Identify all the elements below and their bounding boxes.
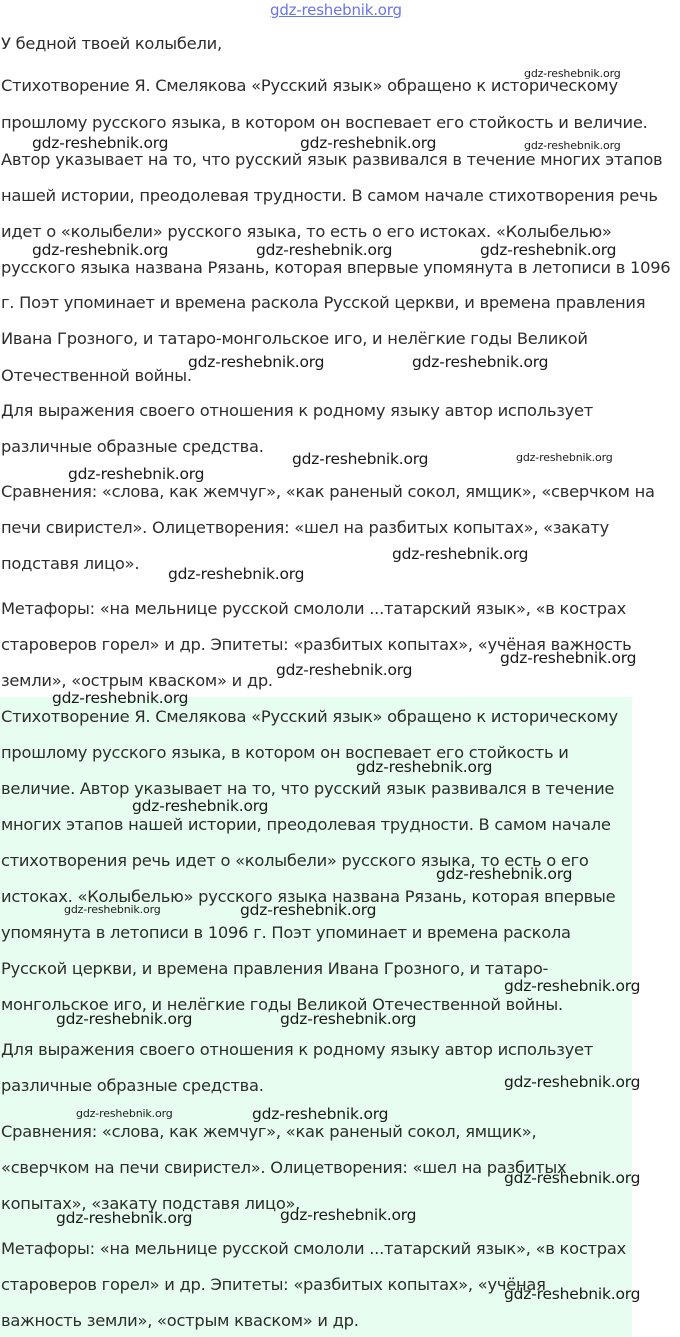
- section2-text-line: «сверчком на печи свиристел». Олицетворения: «шел на разбитых: [1, 1158, 567, 1177]
- site-watermark: gdz-reshebnik.org: [280, 1010, 417, 1028]
- site-watermark: gdz-reshebnik.org: [436, 865, 573, 883]
- section2-text-line: Русской церкви, и времена правления Ивана Грозного, и татаро-: [1, 959, 549, 978]
- section2-text-line: упомянута в летописи в 1096 г. Поэт упоминает и времена раскола: [1, 923, 571, 942]
- section2-text-line: Сравнения: «слова, как жемчуг», «как раненый сокол, ямщик»,: [1, 1122, 537, 1141]
- site-watermark: gdz-reshebnik.org: [256, 241, 393, 259]
- section1-text-line: Стихотворение Я. Смелякова «Русский язык» обращено к историческому: [1, 76, 618, 95]
- section1-text-line: нашей истории, преодолевая трудности. В самом начале стихотворения речь: [1, 186, 658, 205]
- section1-text-line: Метафоры: «на мельнице русской смололи ...татарский язык», «в кострах: [1, 599, 626, 618]
- section2-text-line: истоках. «Колыбелью» русского языка названа Рязань, которая впервые: [1, 887, 616, 906]
- section1-text-line: Ивана Грозного, и татаро-монгольское иго, и нелёгкие годы Великой: [1, 329, 588, 348]
- section1-text-line: подставя лицо».: [1, 554, 140, 573]
- section1-text-line: идет о «колыбели» русского языка, то есть о его истоках. «Колыбелью»: [1, 222, 612, 241]
- site-watermark: gdz-reshebnik.org: [252, 1105, 389, 1123]
- section2-text-line: Для выражения своего отношения к родному языку автор использует: [1, 1040, 594, 1059]
- site-watermark: gdz-reshebnik.org: [56, 1010, 193, 1028]
- site-watermark: gdz-reshebnik.org: [356, 758, 493, 776]
- section2-text-line: копытах», «закату подставя лицо».: [1, 1194, 301, 1213]
- site-watermark-header-link[interactable]: gdz-reshebnik.org: [270, 1, 402, 19]
- site-watermark: gdz-reshebnik.org: [292, 450, 429, 468]
- site-watermark: gdz-reshebnik.org: [68, 465, 205, 483]
- section2-text-line: величие. Автор указывает на то, что русский язык развивался в течение: [1, 779, 615, 798]
- site-watermark: gdz-reshebnik.org: [504, 1169, 641, 1187]
- section2-text-line: Метафоры: «на мельнице русской смололи ...татарский язык», «в кострах: [1, 1239, 626, 1258]
- site-watermark: gdz-reshebnik.org: [64, 903, 161, 916]
- section2-text-line: важность земли», «острым кваском» и др.: [1, 1311, 359, 1330]
- site-watermark: gdz-reshebnik.org: [500, 649, 637, 667]
- section1-text-line: прошлому русского языка, в котором он воспевает его стойкость и величие.: [1, 113, 648, 132]
- site-watermark: gdz-reshebnik.org: [504, 1285, 641, 1303]
- section1-text-line: староверов горел» и др. Эпитеты: «разбитых копытах», «учёная важность: [1, 635, 632, 654]
- section1-text-line: земли», «острым кваском» и др.: [1, 671, 273, 690]
- site-watermark: gdz-reshebnik.org: [56, 1209, 193, 1227]
- section2-text-line: стихотворения речь идет о «колыбели» русского языка, то есть о его: [1, 851, 589, 870]
- site-watermark: gdz-reshebnik.org: [168, 565, 305, 583]
- site-watermark: gdz-reshebnik.org: [504, 977, 641, 995]
- section1-text-line: У бедной твоей колыбели,: [1, 34, 222, 53]
- site-watermark: gdz-reshebnik.org: [280, 1206, 417, 1224]
- site-watermark: gdz-reshebnik.org: [524, 67, 621, 80]
- site-watermark: gdz-reshebnik.org: [516, 451, 613, 464]
- site-watermark: gdz-reshebnik.org: [504, 1073, 641, 1091]
- section1-text-line: г. Поэт упоминает и времена раскола Русской церкви, и времена правления: [1, 293, 646, 312]
- site-watermark: gdz-reshebnik.org: [300, 134, 437, 152]
- section2-text-line: прошлому русского языка, в котором он воспевает его стойкость и: [1, 743, 569, 762]
- site-watermark: gdz-reshebnik.org: [412, 353, 549, 371]
- section2-text-line: многих этапов нашей истории, преодолевая трудности. В самом начале: [1, 815, 611, 834]
- section1-text-line: Автор указывает на то, что русский язык развивался в течение многих этапов: [1, 150, 663, 169]
- section2-text-line: монгольское иго, и нелёгкие годы Великой Отечественной войны.: [1, 995, 563, 1014]
- site-watermark: gdz-reshebnik.org: [276, 661, 413, 679]
- section1-text-line: русского языка названа Рязань, которая впервые упомянута в летописи в 1096: [1, 258, 671, 277]
- site-watermark: gdz-reshebnik.org: [132, 797, 269, 815]
- section2-text-line: различные образные средства.: [1, 1076, 264, 1095]
- section2-text-line: староверов горел» и др. Эпитеты: «разбитых копытах», «учёная: [1, 1275, 546, 1294]
- section1-text-line: Для выражения своего отношения к родному языку автор использует: [1, 401, 594, 420]
- site-watermark: gdz-reshebnik.org: [188, 353, 325, 371]
- site-watermark: gdz-reshebnik.org: [480, 241, 617, 259]
- site-watermark: gdz-reshebnik.org: [32, 241, 169, 259]
- site-watermark: gdz-reshebnik.org: [32, 134, 169, 152]
- section1-text-line: различные образные средства.: [1, 437, 264, 456]
- section1-text-line: Отечественной войны.: [1, 366, 192, 385]
- section1-text-line: печи свиристел». Олицетворения: «шел на разбитых копытах», «закату: [1, 518, 609, 537]
- site-watermark: gdz-reshebnik.org: [240, 901, 377, 919]
- site-watermark: gdz-reshebnik.org: [52, 689, 189, 707]
- section2-text-line: Стихотворение Я. Смелякова «Русский язык» обращено к историческому: [1, 707, 618, 726]
- site-watermark: gdz-reshebnik.org: [392, 545, 529, 563]
- section1-text-line: Сравнения: «слова, как жемчуг», «как раненый сокол, ямщик», «сверчком на: [1, 482, 655, 501]
- site-watermark: gdz-reshebnik.org: [76, 1107, 173, 1120]
- site-watermark: gdz-reshebnik.org: [524, 139, 621, 152]
